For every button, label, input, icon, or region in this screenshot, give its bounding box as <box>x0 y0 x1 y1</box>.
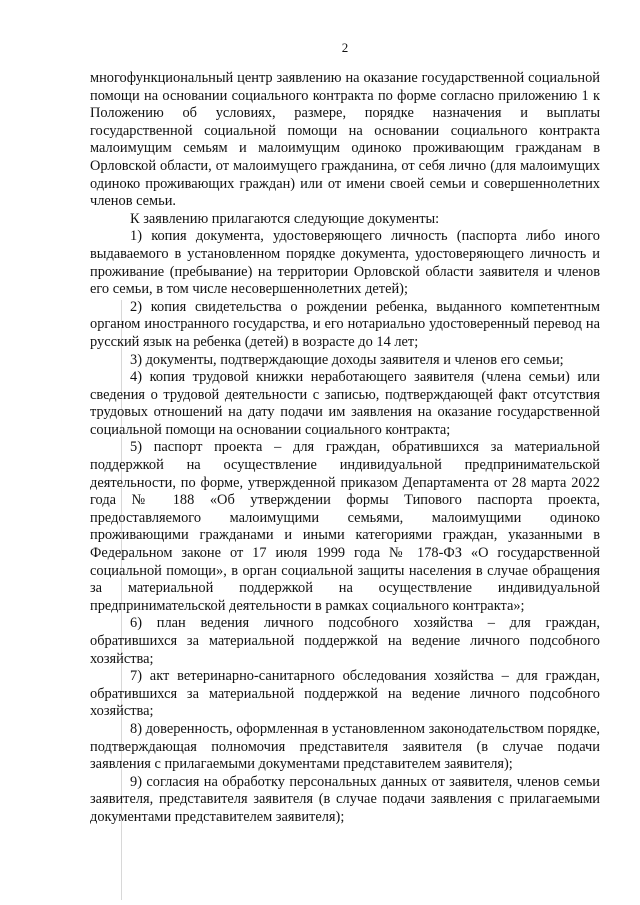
list-item-3: 3) документы, подтверждающие доходы заявителя и членов его семьи; <box>130 351 564 368</box>
list-item-8: 8) доверенность, оформленная в установленном законодательством порядке, подтверждающая полномочия представителя заявителя (в случае подачи заявления с прилагаемыми документами представителем заявителя); <box>90 720 600 773</box>
list-item-6: 6) план ведения личного подсобного хозяйства – для граждан, обратившихся за материальной поддержкой на ведение личного подсобного хозяйства; <box>90 615 600 667</box>
list-item-5: 5) паспорт проекта – для граждан, обратившихся за материальной поддержкой на осуществление индивидуальной предпринимательской деятельности, по форме, утвержденной приказом Департамента от 28 марта 2022 года № 188 «Об утверждении формы Типового паспорта проекта, предоставляемого малоимущими семьями, малоимущими одиноко проживающими гражданами и иными категориями граждан, указанными в Федеральном законе от 17 июля 1999 года № 178-ФЗ «О государственной социальной помощи», в орган социальной защиты населения в случае обращения за материальной поддержкой на осуществление индивидуальной предпринимательской деятельности в рамках социального контракта»; <box>90 439 600 614</box>
paragraph-attachments-heading: К заявлению прилагаются следующие документы: <box>130 210 440 227</box>
list-item-4: 4) копия трудовой книжки неработающего заявителя (члена семьи) или сведения о трудовой деятельности с записью, подтверждающей факт отсутствия трудовых отношений на дату подачи им заявления на оказание государственной социальной помощи на основании социального контракта; <box>90 369 600 438</box>
paragraph-intro: многофункциональный центр заявлению на оказание государственной социальной помощи на основании социального контракта по форме согласно приложению 1 к Положению об условиях, размере, порядке назначения и выплаты государственной социальной помощи на основании социального контракта малоимущим семьям и малоимущим одиноко проживающим гражданам в Орловской области, от малоимущего гражданина, от себя лично (для малоимущих одиноко проживающих граждан) или от имени своей семьи и совершеннолетних членов семьи. <box>90 70 600 210</box>
list-item-1: 1) копия документа, удостоверяющего личность (паспорта либо иного выдаваемого в установленном порядке документа, удостоверяющего личность и проживание (пребывание) на территории Орловской области заявителя и членов его семьи, в том числе несовершеннолетних детей); <box>90 228 600 298</box>
list-item-2: 2) копия свидетельства о рождении ребенка, выданного компетентным органом иностранного государства, и его нотариально удостоверенный перевод на русский язык на ребенка (детей) в возрасте до 14 лет; <box>90 298 600 350</box>
list-item-9: 9) согласия на обработку персональных данных от заявителя, членов семьи заявителя, представителя заявителя (в случае подачи заявления с прилагаемыми документами представителем заявителя); <box>90 773 600 825</box>
document-body <box>90 70 600 827</box>
page-number: 2 <box>341 40 349 55</box>
list-item-7: 7) акт ветеринарно-санитарного обследования хозяйства – для граждан, обратившихся за материальной поддержкой на ведение личного подсобного хозяйства; <box>90 668 600 720</box>
